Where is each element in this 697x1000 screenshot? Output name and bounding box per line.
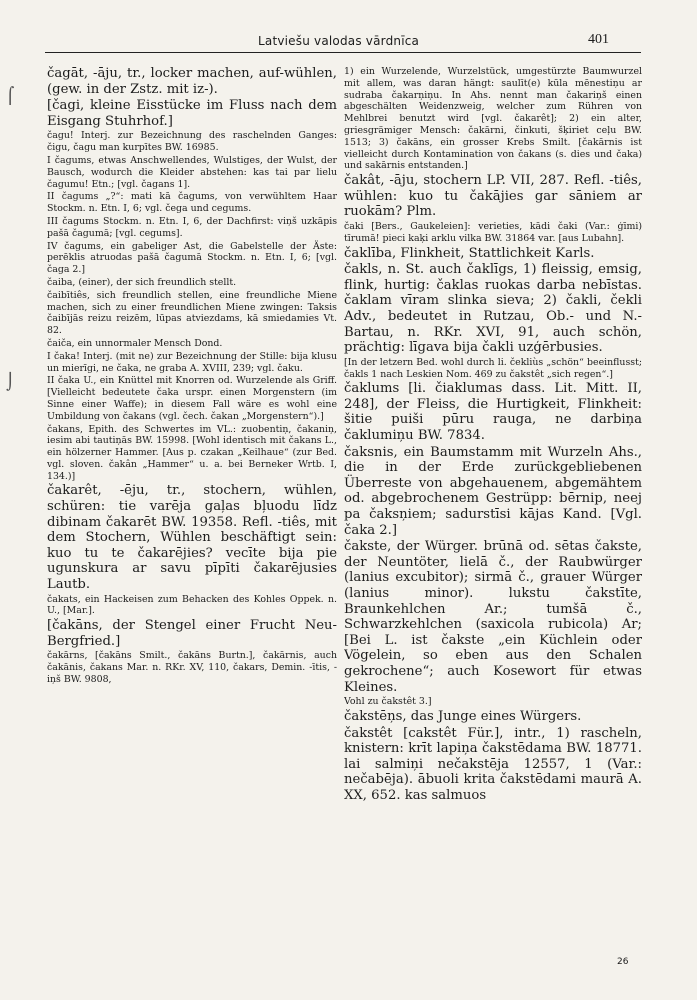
dictionary-entry: čakarêt, -ēju, tr., stochern, wühlen, schüren: tie varēja gaļas bļuodu līdz dibinam čakarēt BW. 19358. Refl. -tiês, mit dem Stochern, Wühlen beschäftigt sein: kuo tu te čakarējies? vecīte bija pie ugunskura ar savu pīpīti čakarējusies Lautb. [47, 483, 337, 593]
dictionary-entry: III čagums Stockm. n. Etn. I, 6, der Dachfirst: viņš uzkāpis pašā čagumā; [vgl. cegums]. [47, 215, 337, 239]
dictionary-entry: čaibītiês, sich freundlich stellen, eine freundliche Miene machen, sich zu einer freundlichen Miene zwingen: Taksis čaibījās reizu reizēm, lūpas atviezdams, kā smiedamies Vt. 82. [47, 289, 337, 337]
dictionary-entry: čakstêt [cakstêt Für.], intr., 1) rascheln, knistern: krīt lapiņa čakstēdama BW. 18771. lai salmiņi nečakstēja 12557, 1 (Var.: nečabēja). ābuoli krita čakstēdami maurā A. XX, 652. kas salmuos [344, 725, 642, 803]
dictionary-entry: čaklums [li. čiaklumas dass. Lit. Mitt. II, 248], der Fleiss, die Hurtigkeit, Flinkheit: šitie puiši pūru rauga, ne darbiņa čaklumiņu BW. 7834. [344, 381, 642, 444]
page-header [0, 0, 697, 62]
dictionary-entry: čakât, -āju, stochern LP. VII, 287. Refl. -tiês, wühlen: kuo tu čakājies gar sāniem ar ruokām? Plm. [344, 173, 642, 220]
dictionary-entry: čakats, ein Hackeisen zum Behacken des Kohles Oppek. n. U., [Mar.]. [47, 593, 337, 617]
dictionary-entry: [In der letzern Bed. wohl durch li. čekliùs „schön“ beeinflusst; čakls 1 nach Leskien Nom. 469 zu čakstêt „sich regen“.] [344, 356, 642, 380]
dictionary-entry: čakārns, [čakāns Smilt., čakāns Burtn.], čakārnis, auch čakānis, čakans Mar. n. RKr. XV, 110, čakars, Demin. -ītis, -iņš BW. 9808, [47, 650, 337, 686]
dictionary-entry: čaki [Bers., Gaukeleien]: verieties, kādi čaki (Var.: ģīmi) tīrumā! pieci kaķi arklu vilka BW. 31864 var. [aus Lubahn]. [344, 220, 642, 244]
dictionary-entry: čakans, Epith. des Schwertes im VL.: zuobentiņ, čakaniņ, iesim abi tautiņās BW. 15998. [Wohl identisch mit čakans L., ein hölzerner Hammer. [Aus p. czakan „Keilhaue“ (zur Bed. vgl. sloven. čakân „Hammer“ u. a. bei Berneker Wrtb. I, 134.)] [47, 423, 337, 482]
dictionary-entry: I čagums, etwas Anschwellendes, Wulstiges, der Wulst, der Bausch, wodurch die Kleider abstehen: kas tai par lielu čagumu! Etn.; [vgl. čagans 1]. [47, 154, 337, 190]
dictionary-entry: 1) ein Wurzelende, Wurzelstück, umgestürzte Baumwurzel mit allem, was daran hängt: saulīt(e) kūla mēnestiņu ar sudraba čakarņiņu. In Ahs. nennt man čakariņš einen abgeschälten Weidenzweig, welcher zum Rühren von Mehlbrei benutzt wird [vgl. čakarêt]; 2) ein alter, griesgrämiger Mensch: čakārni, činkuti, šķiriet ceļu BW. 1513; 3) čakāns, ein grosser Krebs Smilt. [čakārnis ist vielleicht durch Kontamination von čakans (s. dies und čaka) und sakārnis entstanden.] [344, 66, 642, 172]
dictionary-entry: IV čagums, ein gabeliger Ast, die Gabelstelle der Äste: perēklis atruodas pašā čagumā Stockm. n. Etn. I, 6; [vgl. čaga 2.] [47, 240, 337, 276]
dictionary-entry: [čakāns, der Stengel einer Frucht Neu-Bergfried.] [47, 618, 337, 649]
header-rule [45, 52, 641, 53]
dictionary-entry: čakls, n. St. auch čaklīgs, 1) fleissig, emsig, flink, hurtig: čaklas ruokas darba nebīstas. čaklam vīram slinka sieva; 2) čakli, čekli Adv., bedeutet in Rutzau, Ob.- und N.-Bartau, n. RKr. XVI, 91, auch schön, prächtig: līgava bija čakli uzģērbusies. [344, 262, 642, 356]
dictionary-entry: [čagi, kleine Eisstücke im Fluss nach dem Eisgang Stuhrhof.] [47, 98, 337, 129]
left-column [47, 66, 337, 966]
dictionary-entry: čaklība, Flinkheit, Stattlichkeit Karls. [344, 245, 595, 261]
dictionary-entry: Vohl zu čakstêt 3.] [344, 696, 432, 708]
dictionary-entry: čaiba, (einer), der sich freundlich stellt. [47, 276, 237, 288]
dictionary-entry: čakstēņs, das Junge eines Würgers. [344, 708, 582, 724]
dictionary-entry: čaiča, ein unnormaler Mensch Dond. [47, 337, 223, 349]
dictionary-entry: II čagums „?“: mati kā čagums, von verwühltem Haar Stockm. n. Etn. I, 6; vgl. čega und cegums. [47, 191, 337, 215]
running-title: Latviešu valodas vārdnīca [258, 34, 420, 48]
page-number: 401 [588, 32, 609, 47]
dictionary-entry: čaksnis, ein Baumstamm mit Wurzeln Ahs., die in der Erde zurückgebliebenen Überreste von abgehauenem, abgemähtem od. abgebrochenem Gestrüpp: bērnip, neej pa čaksņiem; sadurstīsi kājas Kand. [Vgl. čaka 2.] [344, 444, 642, 538]
pencil-mark-icon: ⌡ [6, 372, 15, 391]
dictionary-entry: čagāt, -āju, tr., locker machen, auf-wühlen, (gew. in der Zstz. mit iz-). [47, 66, 337, 97]
margin-pencil-marks [0, 80, 30, 480]
dictionary-entry: I čaka! Interj. (mit ne) zur Bezeichnung der Stille: bija klusu un mierīgi, ne čaka, ne graba A. XVIII, 239; vgl. čaku. [47, 350, 337, 374]
signature-mark: 26 [617, 957, 629, 967]
pencil-mark-icon: ⌠ [6, 86, 15, 105]
dictionary-entry: II čaka U., ein Knüttel mit Knorren od. Wurzelende als Griff. [Vielleicht bedeutete čaka urspr. einen Morgenstern (im Sinne einer Waffe); in diesem Fall wäre es wohl eine Umbildung von čakans (vgl. čech. čakan „Morgenstern“).] [47, 375, 337, 422]
dictionary-entry: čakste, der Würger. brūnā od. sētas čakste, der Neuntöter, lielā č., der Raubwürger (lanius excubitor); sirmā č., grauer Würger (lanius minor). lukstu čakstīte, Braunkehlchen Ar.; tumšā č., Schwarzkehlchen (saxicola rubicola) Ar; [Bei L. ist čakste „ein Küchlein oder Vögelein, so eben aus den Schalen gekrochene“; auch Kosewort für etwas Kleines. [344, 539, 642, 695]
dictionary-entry: čagu! Interj. zur Bezeichnung des raschelnden Ganges: čigu, čagu man kurpītes BW. 16985. [47, 130, 337, 154]
right-column [344, 66, 642, 966]
